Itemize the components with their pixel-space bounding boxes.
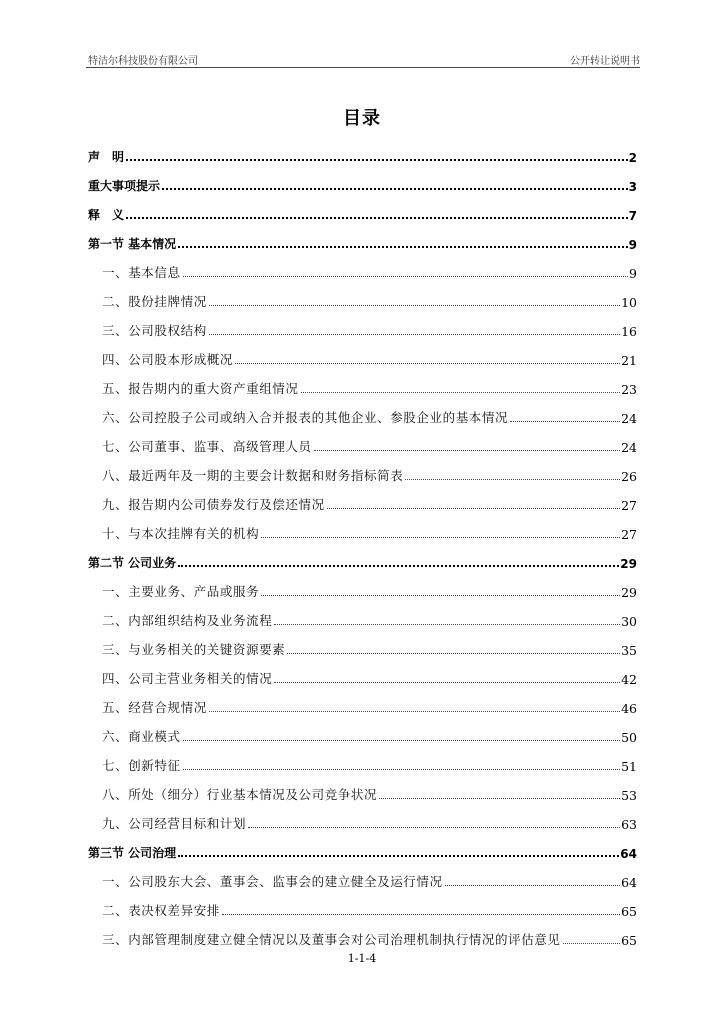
toc-dot-leader	[183, 740, 620, 741]
toc-entry-label: 一、基本信息	[102, 265, 181, 280]
toc-entry-page-number: 24	[621, 411, 637, 426]
toc-entry-page-number: 29	[620, 557, 637, 571]
toc-entry-label: 第三节 公司治理	[88, 846, 177, 860]
toc-entry-label: 二、表决权差异安排	[102, 903, 220, 918]
toc-subsection-entry[interactable]	[88, 426, 637, 455]
toc-entry-label: 八、最近两年及一期的主要会计数据和财务指标简表	[102, 468, 404, 483]
toc-entry-page-number: 26	[621, 469, 637, 484]
toc-section-entry[interactable]	[88, 165, 637, 194]
toc-entry-page-number: 24	[621, 440, 637, 455]
header-company-name: 特洁尔科技股份有限公司	[88, 56, 198, 67]
toc-entry-label: 五、报告期内的重大资产重组情况	[102, 381, 299, 396]
toc-entry-page-number: 27	[621, 498, 637, 513]
toc-section-entry[interactable]	[88, 194, 637, 223]
toc-subsection-entry[interactable]	[88, 484, 637, 513]
toc-entry-page-number: 7	[628, 209, 637, 223]
header-divider	[86, 67, 640, 68]
toc-entry-page-number: 35	[621, 643, 637, 658]
toc-subsection-entry[interactable]	[88, 745, 637, 774]
toc-entry-page-number: 65	[621, 904, 637, 919]
toc-dot-leader	[261, 537, 620, 538]
toc-dot-leader	[178, 855, 619, 857]
toc-entry-label: 一、公司股东大会、董事会、监事会的建立健全及运行情况	[102, 874, 443, 889]
toc-dot-leader	[274, 624, 620, 625]
toc-dot-leader	[327, 508, 620, 509]
toc-entry-label: 二、股份挂牌情况	[102, 294, 207, 309]
toc-dot-leader	[183, 769, 620, 770]
toc-dot-leader	[178, 565, 619, 567]
toc-entry-label: 九、报告期内公司债券发行及偿还情况	[102, 497, 325, 512]
toc-subsection-entry[interactable]	[88, 252, 637, 281]
toc-entry-page-number: 53	[621, 788, 637, 803]
toc-entry-page-number: 30	[621, 614, 637, 629]
toc-subsection-entry[interactable]	[88, 803, 637, 832]
toc-dot-leader	[445, 885, 620, 886]
toc-entry-page-number: 3	[628, 180, 637, 194]
toc-entry-page-number: 65	[621, 933, 637, 948]
toc-entry-label: 七、创新特征	[102, 758, 181, 773]
toc-subsection-entry[interactable]	[88, 861, 637, 890]
toc-entry-label: 释 义	[88, 208, 125, 222]
toc-subsection-entry[interactable]	[88, 513, 637, 542]
toc-subsection-entry[interactable]	[88, 455, 637, 484]
toc-dot-leader	[261, 595, 620, 596]
toc-dot-leader	[248, 827, 620, 828]
toc-entry-page-number: 27	[621, 527, 637, 542]
toc-entry-label: 七、公司董事、监事、高级管理人员	[102, 439, 312, 454]
toc-entry-page-number: 9	[628, 238, 637, 252]
toc-entry-page-number: 64	[621, 875, 637, 890]
page-number: 1-1-4	[347, 952, 377, 965]
toc-dot-leader	[209, 711, 620, 712]
table-of-contents	[88, 136, 637, 948]
toc-entry-label: 五、经营合规情况	[102, 700, 207, 715]
header-document-type: 公开转让说明书	[570, 56, 640, 67]
toc-dot-leader	[314, 450, 620, 451]
toc-entry-label: 八、所处（细分）行业基本情况及公司竞争状况	[102, 787, 378, 802]
toc-entry-page-number: 29	[621, 585, 637, 600]
toc-entry-label: 第二节 公司业务	[88, 556, 177, 570]
toc-subsection-entry[interactable]	[88, 919, 637, 948]
toc-subsection-entry[interactable]	[88, 774, 637, 803]
toc-subsection-entry[interactable]	[88, 687, 637, 716]
toc-entry-label: 十、与本次挂牌有关的机构	[102, 526, 260, 541]
toc-dot-leader	[287, 653, 620, 654]
toc-subsection-entry[interactable]	[88, 281, 637, 310]
toc-dot-leader	[405, 479, 620, 480]
page-header	[88, 50, 640, 68]
toc-entry-page-number: 10	[621, 295, 637, 310]
toc-dot-leader	[379, 798, 620, 799]
toc-subsection-entry[interactable]	[88, 339, 637, 368]
toc-section-entry[interactable]	[88, 223, 637, 252]
toc-entry-label: 一、主要业务、产品或服务	[102, 584, 260, 599]
toc-dot-leader	[209, 305, 620, 306]
toc-entry-label: 六、商业模式	[102, 729, 181, 744]
toc-dot-leader	[563, 943, 621, 944]
toc-subsection-entry[interactable]	[88, 571, 637, 600]
toc-dot-leader	[222, 914, 620, 915]
toc-dot-leader	[274, 682, 620, 683]
toc-entry-label: 声 明	[88, 150, 125, 164]
toc-entry-label: 三、与业务相关的关键资源要素	[102, 642, 286, 657]
toc-entry-label: 九、公司经营目标和计划	[102, 816, 247, 831]
page-title: 目录	[343, 108, 381, 129]
toc-entry-label: 二、内部组织结构及业务流程	[102, 613, 273, 628]
toc-entry-page-number: 51	[621, 759, 637, 774]
toc-entry-page-number: 64	[620, 847, 637, 861]
toc-dot-leader	[162, 188, 628, 190]
toc-dot-leader	[126, 217, 628, 219]
toc-entry-page-number: 42	[621, 672, 637, 687]
toc-entry-page-number: 16	[621, 324, 637, 339]
toc-subsection-entry[interactable]	[88, 600, 637, 629]
toc-entry-page-number: 50	[621, 730, 637, 745]
toc-subsection-entry[interactable]	[88, 658, 637, 687]
toc-dot-leader	[183, 276, 628, 277]
toc-entry-page-number: 23	[621, 382, 637, 397]
toc-subsection-entry[interactable]	[88, 629, 637, 658]
toc-entry-label: 三、内部管理制度建立健全情况以及董事会对公司治理机制执行情况的评估意见	[102, 932, 561, 947]
toc-entry-page-number: 2	[628, 151, 637, 165]
toc-subsection-entry[interactable]	[88, 368, 637, 397]
toc-subsection-entry[interactable]	[88, 397, 637, 426]
toc-entry-page-number: 21	[621, 353, 637, 368]
toc-section-entry[interactable]	[88, 136, 637, 165]
toc-dot-leader	[235, 363, 620, 364]
toc-entry-label: 重大事项提示	[88, 179, 161, 193]
toc-dot-leader	[126, 159, 628, 161]
toc-dot-leader	[301, 392, 621, 393]
toc-entry-page-number: 9	[629, 266, 637, 281]
toc-entry-label: 四、公司主营业务相关的情况	[102, 671, 273, 686]
toc-entry-label: 三、公司股权结构	[102, 323, 207, 338]
toc-subsection-entry[interactable]	[88, 310, 637, 339]
toc-entry-label: 第一节 基本情况	[88, 237, 177, 251]
toc-section-entry[interactable]	[88, 542, 637, 571]
toc-dot-leader	[510, 421, 620, 422]
toc-subsection-entry[interactable]	[88, 716, 637, 745]
toc-dot-leader	[209, 334, 620, 335]
toc-entry-page-number: 46	[621, 701, 637, 716]
toc-subsection-entry[interactable]	[88, 890, 637, 919]
toc-entry-page-number: 63	[621, 817, 637, 832]
toc-dot-leader	[178, 246, 627, 248]
toc-entry-label: 四、公司股本形成概况	[102, 352, 234, 367]
toc-entry-label: 六、公司控股子公司或纳入合并报表的其他企业、参股企业的基本情况	[102, 410, 509, 425]
toc-section-entry[interactable]	[88, 832, 637, 861]
